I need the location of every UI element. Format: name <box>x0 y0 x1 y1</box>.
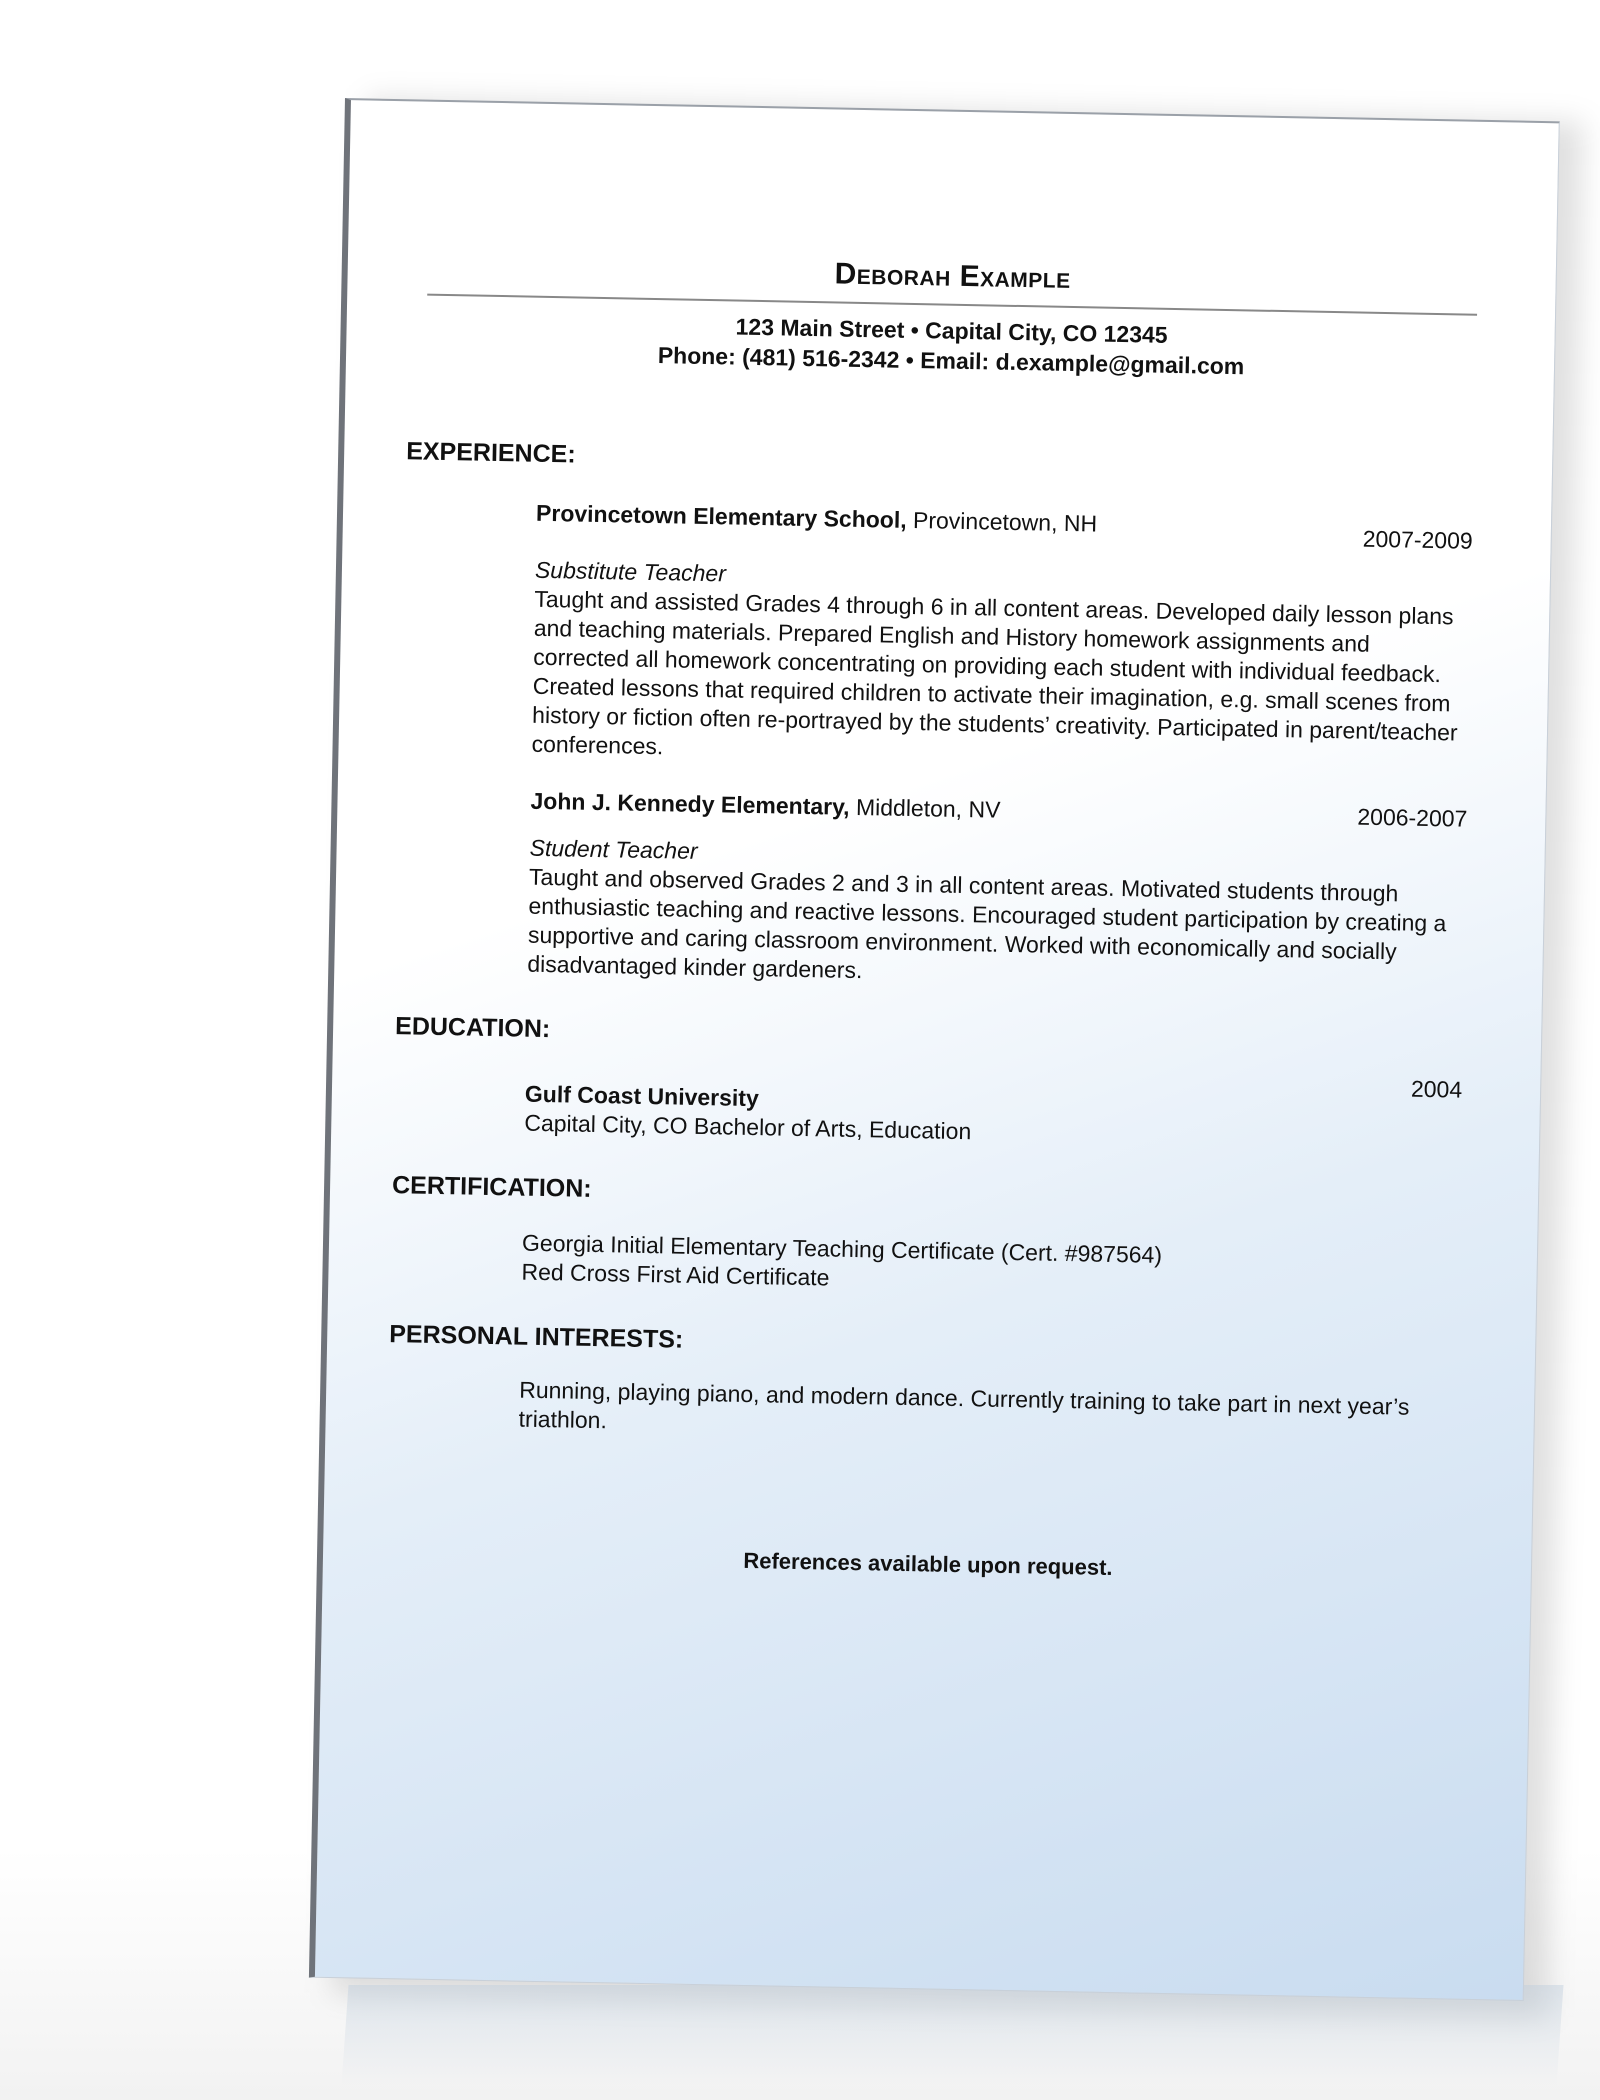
personal-interests-text: Running, playing piano, and modern dance. Currently training to take part in next year’s triathlon. <box>518 1376 1410 1434</box>
entry-org-line <box>536 499 1098 539</box>
experience-entry <box>531 499 1473 777</box>
section-title-experience: EXPERIENCE: <box>405 437 576 469</box>
entry-header <box>536 499 1474 556</box>
entry-description: Taught and observed Grades 2 and 3 in all content areas. Motivated students through enthusiastic teaching and reactive lessons. Encouraged student participation by creating a supportive and caring classroom environment. Worked with economically and socially disadvantaged kinder gardeners. <box>527 863 1447 984</box>
section-title-personal-interests: PERSONAL INTERESTS: <box>389 1320 684 1354</box>
entry-organization: Provincetown Elementary School, <box>535 499 907 533</box>
resume-name: Deborah Example <box>427 250 1478 316</box>
entry-location: Middleton, NV <box>849 793 1001 823</box>
entry-years: 2007-2009 <box>1362 525 1473 554</box>
education-school: Gulf Coast University <box>524 1080 760 1112</box>
references-note: References available upon request. <box>743 1547 1113 1581</box>
resume-content <box>389 250 1478 1588</box>
section-title-certification: CERTIFICATION: <box>391 1171 592 1203</box>
entry-years: 2006-2007 <box>1357 803 1468 832</box>
certification-list <box>521 1229 1459 1305</box>
certification-item: Red Cross First Aid Certificate <box>521 1258 830 1291</box>
contact-block <box>426 306 1477 386</box>
certification-item: Georgia Initial Elementary Teaching Certificate (Cert. #987564) <box>521 1229 1163 1268</box>
entry-organization: John J. Kennedy Elementary, <box>530 787 850 820</box>
entry-org-line <box>530 787 1000 825</box>
paper-reflection <box>342 1985 1564 2085</box>
entry-role: Substitute Teacher <box>534 556 727 587</box>
resume-page <box>309 98 1560 2001</box>
entry-description: Taught and assisted Grades 4 through 6 in all content areas. Developed daily lesson plans and teaching materials. Prepared English and History homework assignments and corrected all homework concentrating on providing each student with individual feedback. Created lessons that required children to activate their imagination, e.g. small scenes from history or fiction often re-portrayed by the students’ creativity. Participated in parent/teacher conferences. <box>531 585 1458 760</box>
education-details: Capital City, CO Bachelor of Arts, Education <box>524 1109 972 1145</box>
entry-location: Provincetown, NH <box>906 506 1098 537</box>
education-entry <box>524 1058 1462 1156</box>
education-years: 2004 <box>1410 1075 1463 1103</box>
experience-entry <box>527 787 1468 997</box>
section-title-education: EDUCATION: <box>394 1012 551 1044</box>
contact-phone-email: Phone: (481) 516-2342 • Email: d.example@gmail.com <box>657 342 1245 380</box>
entry-role: Student Teacher <box>529 834 698 864</box>
entry-header <box>530 787 1467 834</box>
contact-address: 123 Main Street • Capital City, CO 12345 <box>735 313 1168 348</box>
